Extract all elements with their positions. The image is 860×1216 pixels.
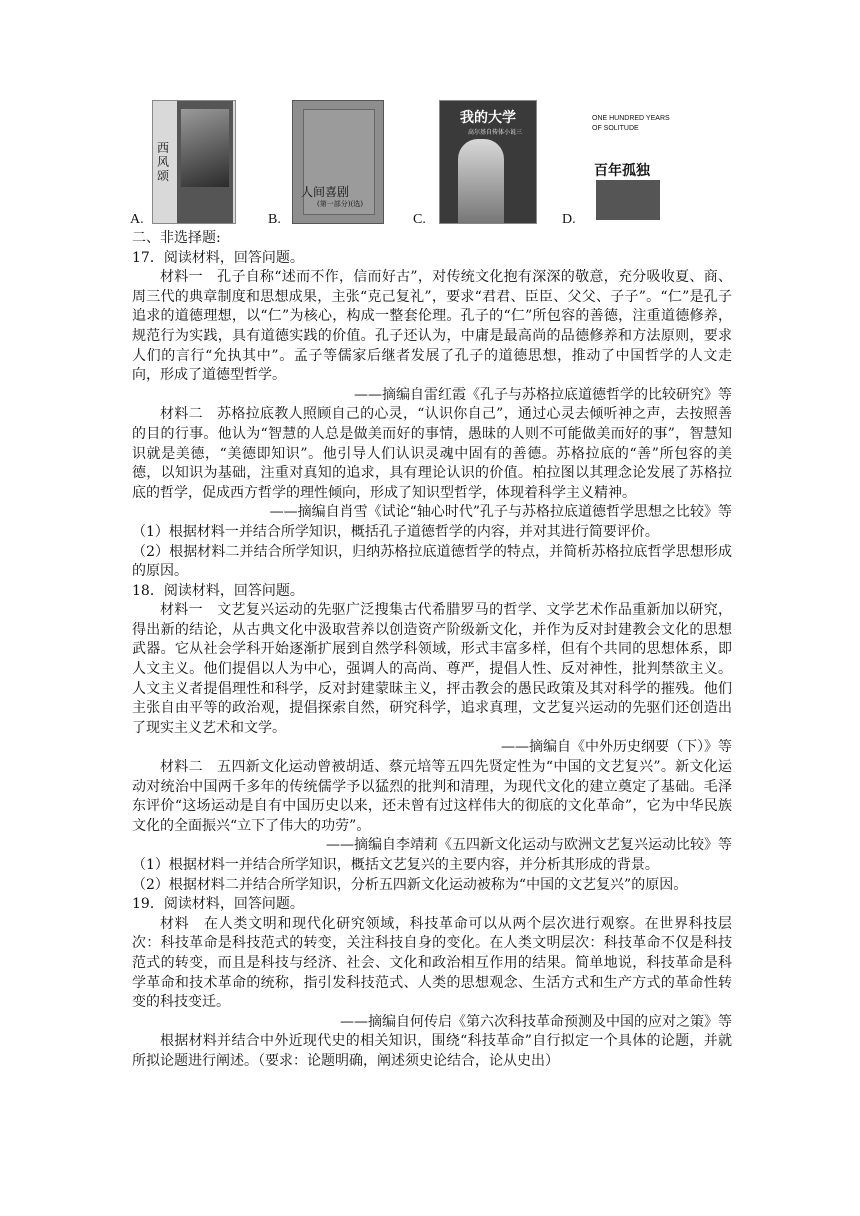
book-cover-image — [439, 100, 537, 224]
q18-heading: 18．阅读材料，回答问题。 — [132, 582, 304, 599]
q17-source-1: ——摘编自雷红霞《孔子与苏格拉底道德哲学的比较研究》等 — [354, 386, 732, 403]
cover-title: 西风颂 — [157, 141, 170, 183]
q17-heading: 17．阅读材料，回答问题。 — [132, 249, 304, 266]
q19-source: ——摘编自何传启《第六次科技革命预测及中国的应对之策》等 — [340, 1013, 732, 1030]
q18-sub-question-2: （2）根据材料二并结合所学知识，分析五四新文化运动被称为“中国的文艺复兴”的原因。 — [132, 876, 688, 893]
cover-english-title: ONE HUNDRED YEARS OF SOLITUDE — [592, 115, 670, 132]
q17-sub-question-2: （2）根据材料二并结合所学知识，归纳苏格拉底道德哲学的特点，并简析苏格拉底哲学思想形成的原因。 — [132, 543, 732, 580]
q17-source-2: ——摘编自肖雪《试论“轴心时代”孔子与苏格拉底道德哲学思想之比较》等 — [269, 504, 732, 521]
cover-title: 人间喜剧 — [301, 185, 350, 199]
option-c[interactable] — [413, 100, 563, 230]
option-label: B. — [268, 212, 281, 227]
cover-subtitle: (第一部分)(选) — [317, 200, 363, 208]
q17-sub-question-1: （1）根据材料一并结合所学知识，概括孔子道德哲学的内容，并对其进行简要评价。 — [132, 523, 659, 540]
cover-picture — [596, 180, 660, 220]
cover-title: 我的大学 — [460, 110, 516, 126]
cover-figure — [458, 139, 504, 223]
book-cover-image — [152, 100, 236, 224]
q18-source-1: ——摘编自《中外历史纲要（下）》等 — [501, 739, 732, 756]
q17-material-2: 材料二 苏格拉底教人照顾自己的心灵，“认识你自己”，通过心灵去倾听神之声，去按照善的目的行事。他认为“智慧的人总是做美而好的事情，愚昧的人则不可能做美而好的事”，智慧知识就是美德，“美德即知识”。他引导人们认识灵魂中固有的善德。苏格拉底的“善”所包容的美德，以知识为基础，注重对真知的追求，具有理论认识的价值。柏拉图以其理念论发展了苏格拉底的哲学，促成西方哲学的理性倾向，形成了知识型哲学，体现着科学主义精神。 — [132, 406, 732, 501]
option-b[interactable] — [268, 100, 418, 230]
book-cover-options — [130, 100, 750, 230]
book-cover-image — [586, 100, 672, 222]
cover-title: 百年孤独 — [594, 163, 650, 179]
option-label: C. — [413, 212, 426, 227]
q19-heading: 19．阅读材料，回答问题。 — [132, 896, 304, 913]
cover-picture — [181, 109, 229, 187]
q17-material-1: 材料一 孔子自称“述而不作，信而好古”，对传统文化抱有深深的敬意，充分吸收夏、商、周三代的典章制度和思想成果，主张“克己复礼”，要求“君君、臣臣、父父、子子”。“仁”是孔子追求的道德理想，以“仁”为核心，构成一整套伦理。孔子的“仁”所包容的善德，注重道德修养，规范行为实践，具有道德实践的价值。孔子还认为，中庸是最高尚的品德修养和方法原则，要求人们的言行“允执其中”。孟子等儒家后继者发展了孔子的道德思想，推动了中国哲学的人文走向，形成了道德型哲学。 — [132, 269, 732, 384]
q19-task: 根据材料并结合中外近现代史的相关知识，围绕“科技革命”自行拟定一个具体的论题，并就所拟论题进行阐述。（要求：论题明确，阐述须史论结合，论从史出） — [132, 1033, 732, 1069]
option-label: D. — [562, 212, 576, 227]
q18-material-2: 材料二 五四新文化运动曾被胡适、蔡元培等五四先贤定性为“中国的文艺复兴”。新文化运动对统治中国两千多年的传统儒学予以猛烈的批判和清理，为现代文化的建立奠定了基础。毛泽东评价“这场运动是自有中国历史以来，还未曾有过这样伟大的彻底的文化革命”，它为中华民族文化的全面振兴“立下了伟大的功劳”。 — [132, 759, 732, 834]
option-a[interactable] — [130, 100, 270, 230]
option-label: A. — [130, 212, 144, 227]
q18-material-1: 材料一 文艺复兴运动的先驱广泛搜集古代希腊罗马的哲学、文学艺术作品重新加以研究，得出新的结论，从古典文化中汲取营养以创造资产阶级新文化，并作为反对封建教会文化的思想武器。它从社会学科开始逐渐扩展到自然学科领域，形式丰富多样，但有个共同的思想体系，即人文主义。他们提倡以人为中心，强调人的高尚、尊严，提倡人性、反对神性，批判禁欲主义。人文主义者提倡理性和科学，反对封建蒙昧主义，抨击教会的愚民政策及其对科学的摧残。他们主张自由平等的政治观，提倡探索自然，研究科学，追求真理，文艺复兴运动的先驱们还创造出了现实主义艺术和文学。 — [132, 602, 732, 736]
q19-material: 材料 在人类文明和现代化研究领域，科技革命可以从两个层次进行观察。在世界科技层次：科技革命是科技范式的转变，关注科技自身的变化。在人类文明层次：科技革命不仅是科技范式的转变，而且是科技与经济、社会、文化和政治相互作用的结果。简单地说，科技革命是科学革命和技术革命的统称，指引发科技范式、人类的思想观念、生活方式和生产方式的革命性转变的科技变迁。 — [132, 915, 732, 1011]
question-text — [132, 229, 732, 1072]
q18-sub-question-1: （1）根据材料一并结合所学知识，概括文艺复兴的主要内容，并分析其形成的背景。 — [132, 857, 659, 873]
cover-subtitle: 高尔基自传体小说三 — [468, 129, 523, 136]
section-heading: 二、非选择题: — [132, 230, 221, 246]
book-cover-image — [292, 100, 384, 224]
q18-source-2: ——摘编自李靖莉《五四新文化运动与欧洲文艺复兴运动比较》等 — [326, 837, 732, 854]
option-d[interactable] — [562, 100, 712, 230]
